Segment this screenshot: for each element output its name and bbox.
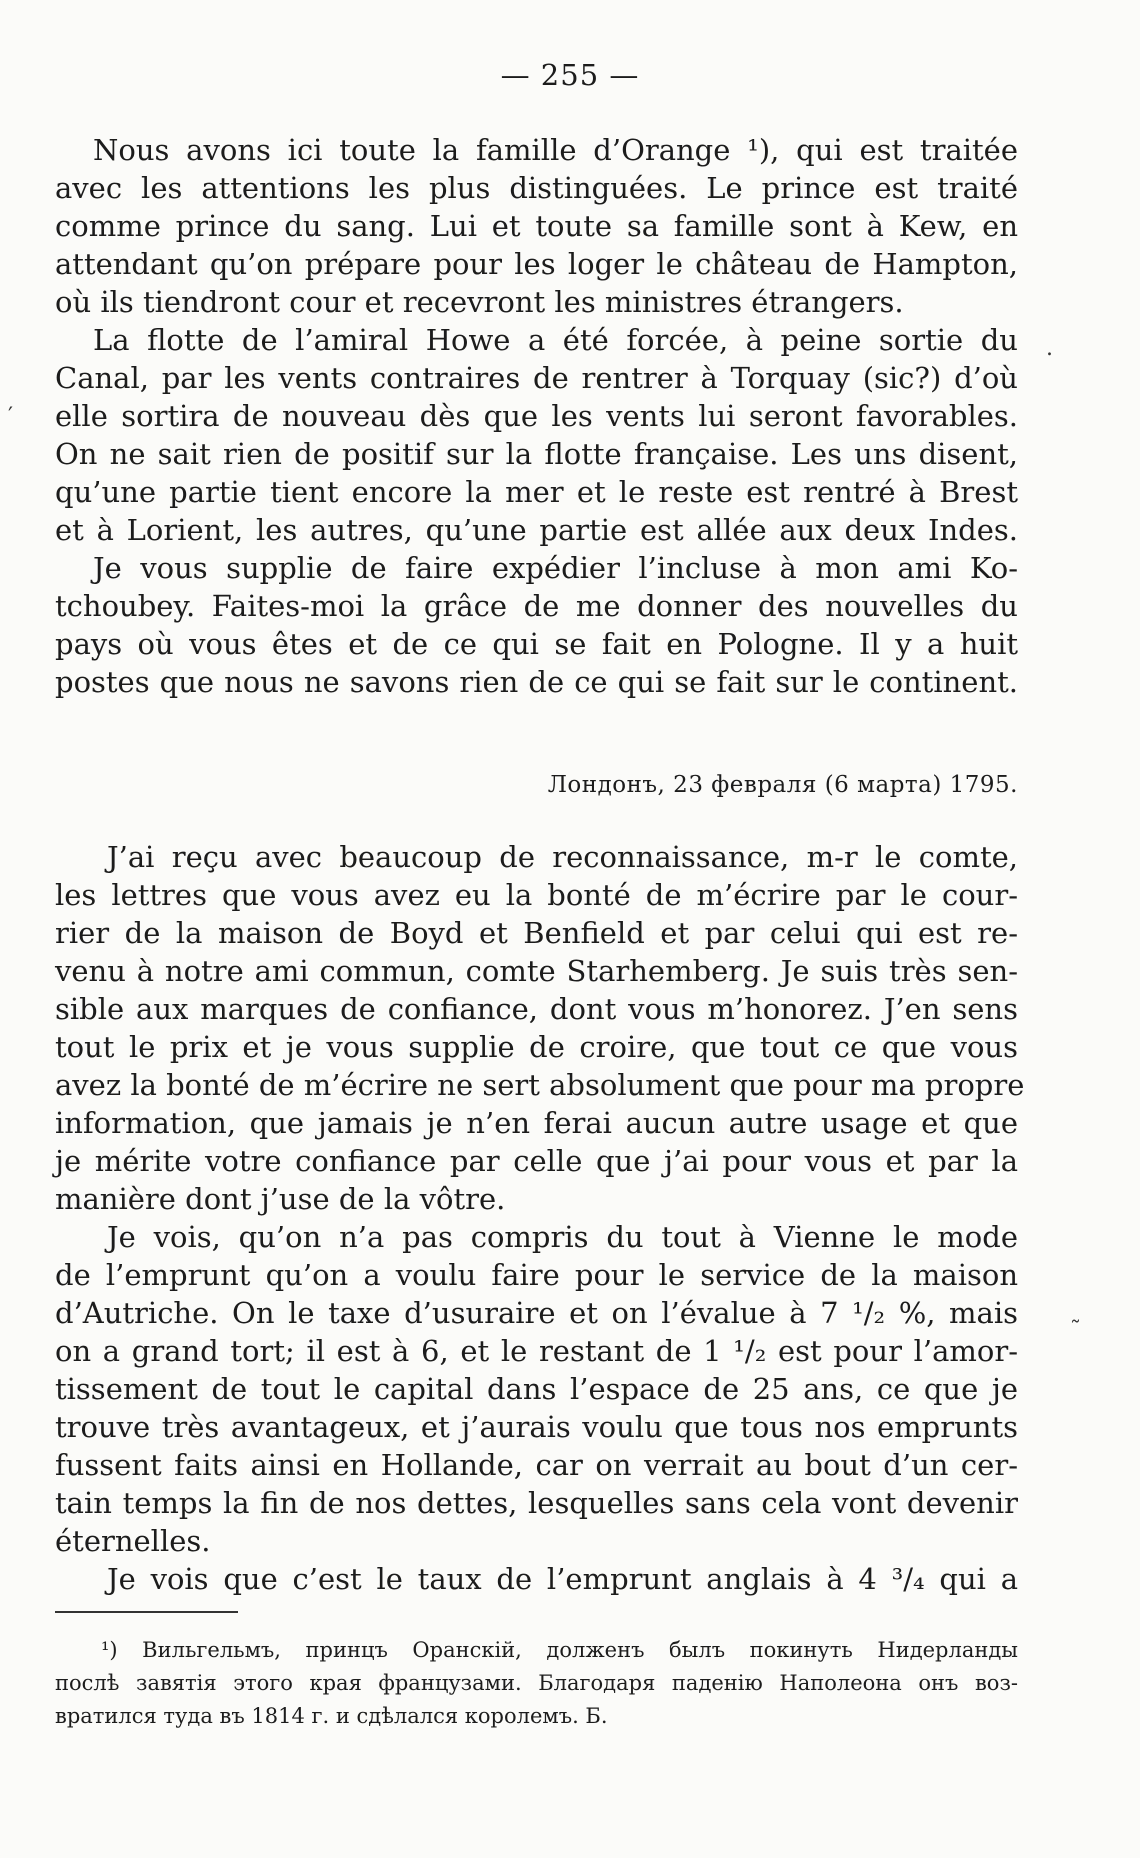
footnote-line: ¹) Вильгельмъ, принцъ Оранскій, долженъ былъ покинуть Нидерланды xyxy=(101,1638,1018,1662)
margin-mark: . xyxy=(1046,336,1053,361)
text-line: elle sortira de nouveau dès que les vents lui seront favorables. xyxy=(55,399,1018,433)
text-line: je mérite votre confiance par celle que j’ai pour vous et par la xyxy=(55,1144,1018,1178)
margin-mark: ˜ xyxy=(1070,1318,1081,1343)
footnote xyxy=(55,1634,1018,1733)
text-line: rier de la maison de Boyd et Benfield et par celui qui est re- xyxy=(55,916,1018,950)
text-line: tain temps la fin de nos dettes, lesquelles sans cela vont devenir xyxy=(55,1486,1018,1520)
text-line: manière dont j’use de la vôtre. xyxy=(55,1182,506,1216)
text-line: pays où vous êtes et de ce qui se fait en Pologne. Il y a huit xyxy=(55,627,1018,661)
text-line: La flotte de l’amiral Howe a été forcée, à peine sortie du xyxy=(93,323,1018,357)
text-line: comme prince du sang. Lui et toute sa famille sont à Kew, en xyxy=(55,209,1018,243)
paragraph-1 xyxy=(55,131,1018,321)
text-line: sible aux marques de confiance, dont vous m’honorez. J’en sens xyxy=(55,992,1018,1026)
text-line: éternelles. xyxy=(55,1524,211,1558)
text-line: trouve très avantageux, et j’aurais voulu que tous nos emprunts xyxy=(55,1410,1018,1444)
text-line: Nous avons ici toute la famille d’Orange ¹), qui est traitée xyxy=(93,133,1018,167)
text-line: les lettres que vous avez eu la bonté de m’écrire par le cour- xyxy=(55,878,1018,912)
footnote-line: вратился туда въ 1814 г. и сдѣлался королемъ. Б. xyxy=(55,1704,608,1728)
text-line: Je vois, qu’on n’a pas compris du tout à Vienne le mode xyxy=(107,1220,1018,1254)
text-line: tissement de tout le capital dans l’espace de 25 ans, ce que je xyxy=(55,1372,1018,1406)
footnote-line: послѣ завятія этого края французами. Благодаря паденію Наполеона онъ воз- xyxy=(55,1671,1018,1695)
text-line: on a grand tort; il est à 6, et le restant de 1 ¹/₂ est pour l’amor- xyxy=(55,1334,1018,1368)
text-line: On ne sait rien de positif sur la flotte française. Les uns disent, xyxy=(55,437,1018,471)
text-line: J’ai reçu avec beaucoup de reconnaissance, m-r le comte, xyxy=(107,840,1018,874)
text-line: d’Autriche. On le taxe d’usuraire et on l’évalue à 7 ¹/₂ %, mais xyxy=(55,1296,1018,1330)
text-line: qu’une partie tient encore la mer et le reste est rentré à Brest xyxy=(55,475,1018,509)
text-line: fussent faits ainsi en Hollande, car on verrait au bout d’un cer- xyxy=(55,1448,1018,1482)
margin-mark: ′ xyxy=(8,404,13,429)
letter-paragraph-3 xyxy=(55,1560,1018,1598)
text-line: où ils tiendront cour et recevront les ministres étrangers. xyxy=(55,285,904,319)
text-line: information, que jamais je n’en ferai aucun autre usage et que xyxy=(55,1106,1018,1140)
text-line: avec les attentions les plus distinguées. Le prince est traité xyxy=(55,171,1018,205)
letter-dateline: Лондонъ, 23 февраля (6 марта) 1795. xyxy=(547,772,1018,798)
text-line: Je vous supplie de faire expédier l’incluse à mon ami Ko- xyxy=(93,551,1018,585)
text-line: Je vois que c’est le taux de l’emprunt anglais à 4 ³/₄ qui a xyxy=(107,1562,1018,1596)
text-line: postes que nous ne savons rien de ce qui se fait sur le continent. xyxy=(55,665,1018,699)
text-line: avez la bonté de m’écrire ne sert absolument que pour ma propre xyxy=(55,1068,1025,1102)
text-line: tout le prix et je vous supplie de croire, que tout ce que vous xyxy=(55,1030,1018,1064)
text-line: de l’emprunt qu’on a voulu faire pour le service de la maison xyxy=(55,1258,1018,1292)
footnote-rule xyxy=(55,1611,238,1613)
text-line: tchoubey. Faites-moi la grâce de me donner des nouvelles du xyxy=(55,589,1018,623)
letter-paragraph-2 xyxy=(55,1218,1018,1560)
text-line: venu à notre ami commun, comte Starhemberg. Je suis très sen- xyxy=(55,954,1018,988)
paragraph-3 xyxy=(55,549,1018,701)
page-number: — 255 — xyxy=(500,58,640,92)
letter-paragraph-1 xyxy=(55,838,1025,1218)
text-line: Canal, par les vents contraires de rentrer à Torquay (sic?) d’où xyxy=(55,361,1018,395)
text-line: attendant qu’on prépare pour les loger le château de Hampton, xyxy=(55,247,1018,281)
text-line: et à Lorient, les autres, qu’une partie est allée aux deux Indes. xyxy=(55,513,1018,547)
paragraph-2 xyxy=(55,321,1018,549)
